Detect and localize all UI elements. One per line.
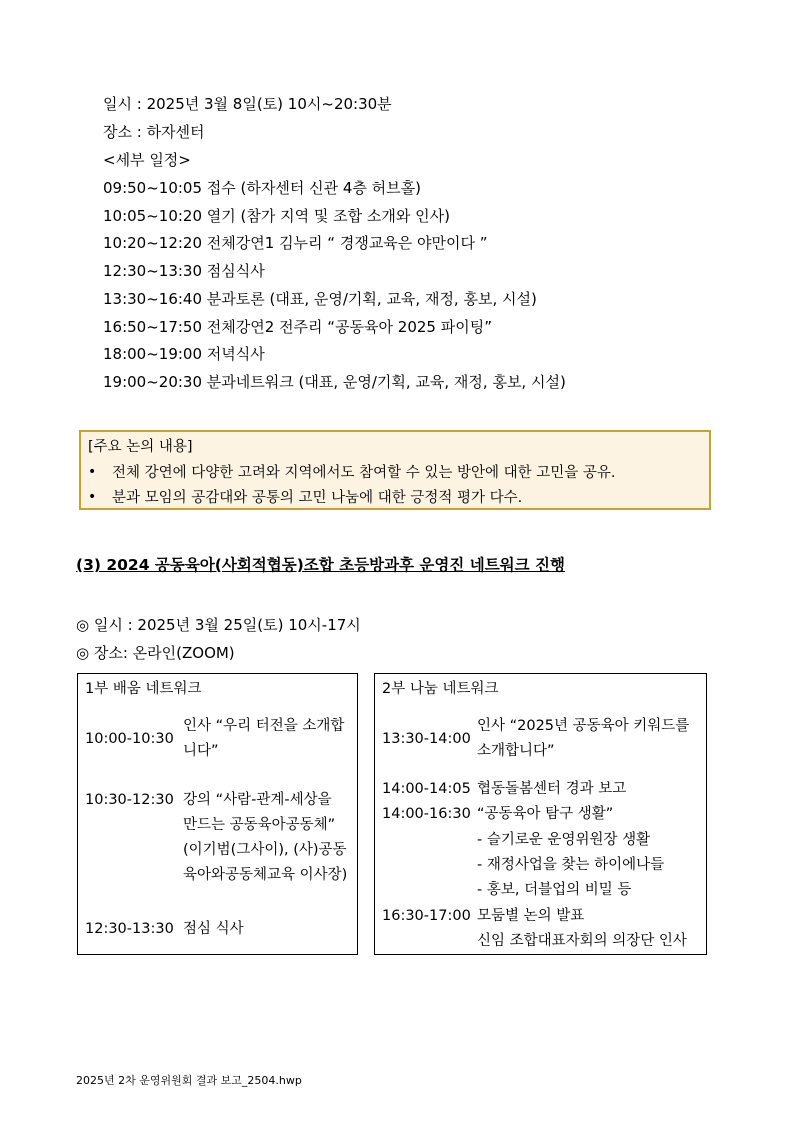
section-heading: (3) 2024 공동육아(사회적협동)조합 초등방과후 운영진 네트워크 진행 <box>76 556 565 574</box>
session-desc: 모둠별 논의 발표 <box>477 908 585 924</box>
schedule-item: 09:50~10:05 접수 (하자센터 신관 4층 허브홀) <box>103 179 421 197</box>
bullet-icon: • <box>88 489 97 505</box>
session-desc: - 홍보, 더블업의 비밀 등 <box>477 882 632 898</box>
session-time: 16:30-17:00 <box>382 908 471 924</box>
session-desc: 인사 “2025년 공동육아 키워드를 <box>477 718 690 734</box>
schedule-item: 19:00~20:30 분과네트워크 (대표, 운영/기획, 교육, 재정, 홍보, 시설) <box>103 373 566 391</box>
schedule-item: 10:05~10:20 열기 (참가 지역 및 조합 소개와 인사) <box>103 207 450 225</box>
session-desc: 니다” <box>183 743 219 759</box>
session-time: 14:00-14:05 <box>382 781 471 797</box>
session-desc: 점심 식사 <box>183 921 244 937</box>
session1-title: 1부 배움 네트워크 <box>85 681 202 697</box>
callout-title: [주요 논의 내용] <box>88 439 193 455</box>
callout-item: 전체 강연에 다양한 고려와 지역에서도 참여할 수 있는 방안에 대한 고민을 공유. <box>112 465 616 481</box>
session-desc: - 재정사업을 찾는 하이에나들 <box>477 857 665 873</box>
schedule-item: 13:30~16:40 분과토론 (대표, 운영/기획, 교육, 재정, 홍보, 시설) <box>103 290 537 308</box>
session-desc: 신임 조합대표자회의 의장단 인사 <box>477 933 687 949</box>
discussion-callout <box>79 430 711 510</box>
session-desc: 협동돌봄센터 경과 보고 <box>477 781 627 797</box>
session-desc: “공동육아 탐구 생활” <box>477 806 614 822</box>
session-desc: - 슬기로운 운영위원장 생활 <box>477 832 651 848</box>
session-desc: 강의 “사람-관계-세상을 <box>183 792 332 808</box>
session2-title: 2부 나눔 네트워크 <box>382 681 499 697</box>
schedule-item: 12:30~13:30 점심식사 <box>103 262 265 280</box>
session1-box <box>77 673 358 955</box>
session2-box <box>374 673 707 955</box>
session-time: 10:30-12:30 <box>85 792 174 808</box>
schedule-item: 10:20~12:20 전체강연1 김누리 “ 경쟁교육은 야만이다 ” <box>103 234 488 252</box>
bullet-icon: • <box>88 464 97 480</box>
session-time: 14:00-16:30 <box>382 806 471 822</box>
schedule-item: 18:00~19:00 저녁식사 <box>103 345 265 363</box>
schedule-item: 16:50~17:50 전체강연2 전주리 “공동육아 2025 파이팅” <box>103 318 492 336</box>
session-desc: 소개합니다” <box>477 743 555 759</box>
session-time: 13:30-14:00 <box>382 731 471 747</box>
session-desc: 육아와공동체교육 이사장) <box>183 867 348 883</box>
file-footer: 2025년 2차 운영위원회 결과 보고_2504.hwp <box>76 1074 302 1087</box>
event1-place: 장소 : 하자센터 <box>103 123 205 141</box>
event1-date: 일시 : 2025년 3월 8일(토) 10시~20:30분 <box>103 95 392 113</box>
session-desc: 만드는 공동육아공동체” <box>183 817 336 833</box>
callout-item: 분과 모임의 공감대와 공통의 고민 나눔에 대한 긍정적 평가 다수. <box>112 490 523 506</box>
session-time: 10:00-10:30 <box>85 731 174 747</box>
session-time: 12:30-13:30 <box>85 921 174 937</box>
section3-place: ◎ 장소: 온라인(ZOOM) <box>76 644 235 662</box>
session-desc: 인사 “우리 터전을 소개합 <box>183 718 345 734</box>
section3-date: ◎ 일시 : 2025년 3월 25일(토) 10시-17시 <box>76 616 361 634</box>
event1-schedule-title: <세부 일정> <box>103 151 191 169</box>
session-desc: (이기범(그사이), (사)공동 <box>183 842 347 858</box>
